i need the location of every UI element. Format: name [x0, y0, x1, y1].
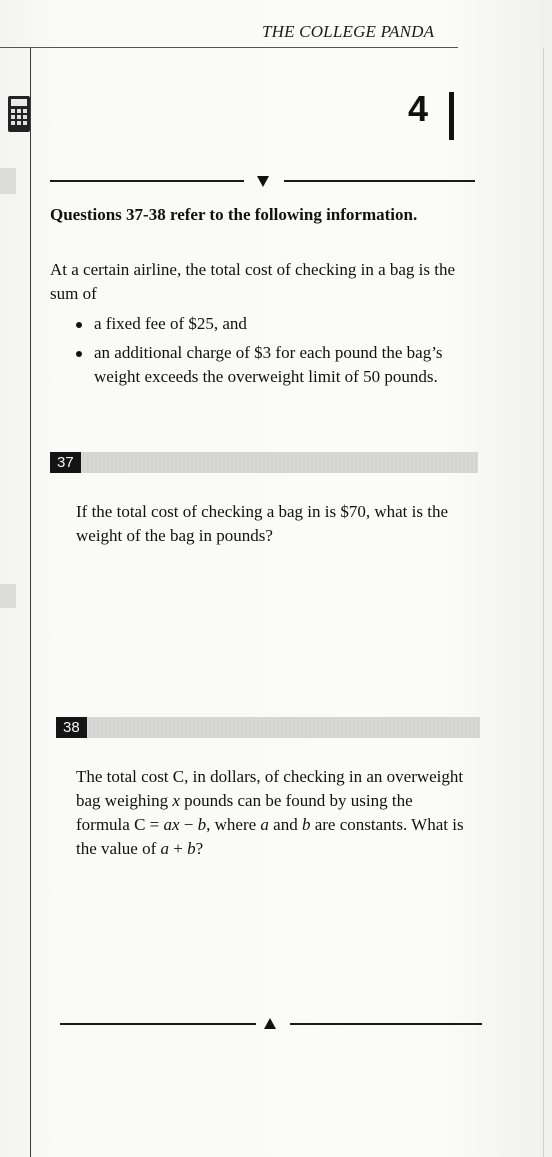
- question-number-38: 38: [56, 717, 87, 738]
- divider-line-right: [284, 180, 475, 182]
- question-bar-37: [50, 452, 478, 473]
- edge-tab: [0, 584, 16, 608]
- list-item: a fixed fee of $25, and: [70, 312, 470, 336]
- fee-list: [70, 312, 470, 394]
- intro-text: At a certain airline, the total cost of checking in a bag is the sum of: [50, 260, 456, 303]
- left-margin-line: [30, 48, 31, 1157]
- section-number: 4: [408, 88, 429, 129]
- question-text-37: If the total cost of checking a bag in is $70, what is the weight of the bag in pounds?: [76, 502, 449, 545]
- intro-heading: Questions 37-38 refer to the following information.: [50, 205, 418, 224]
- edge-tab: [0, 168, 16, 194]
- arrow-down-icon: [257, 176, 269, 187]
- calculator-icon: [8, 96, 30, 132]
- header-rule: [0, 47, 458, 48]
- list-item: an additional charge of $3 for each pound the bag’s weight exceeds the overweight limit of 50 pounds.: [70, 341, 470, 389]
- divider-line-left: [50, 180, 244, 182]
- divider-line-right: [290, 1023, 482, 1025]
- question-bar-38: [56, 717, 480, 738]
- question-number-37: 37: [50, 452, 81, 473]
- arrow-up-icon: [264, 1018, 276, 1029]
- section-bar: [449, 92, 454, 140]
- question-text-38: The total cost C, in dollars, of checking in an overweight bag weighing x pounds can be found by using the formula C = ax − b, where a and b are constants. What is the value of a + b?: [76, 767, 464, 858]
- right-edge-line: [543, 48, 544, 1157]
- page-header-title: THE COLLEGE PANDA: [262, 22, 435, 41]
- divider-line-left: [60, 1023, 256, 1025]
